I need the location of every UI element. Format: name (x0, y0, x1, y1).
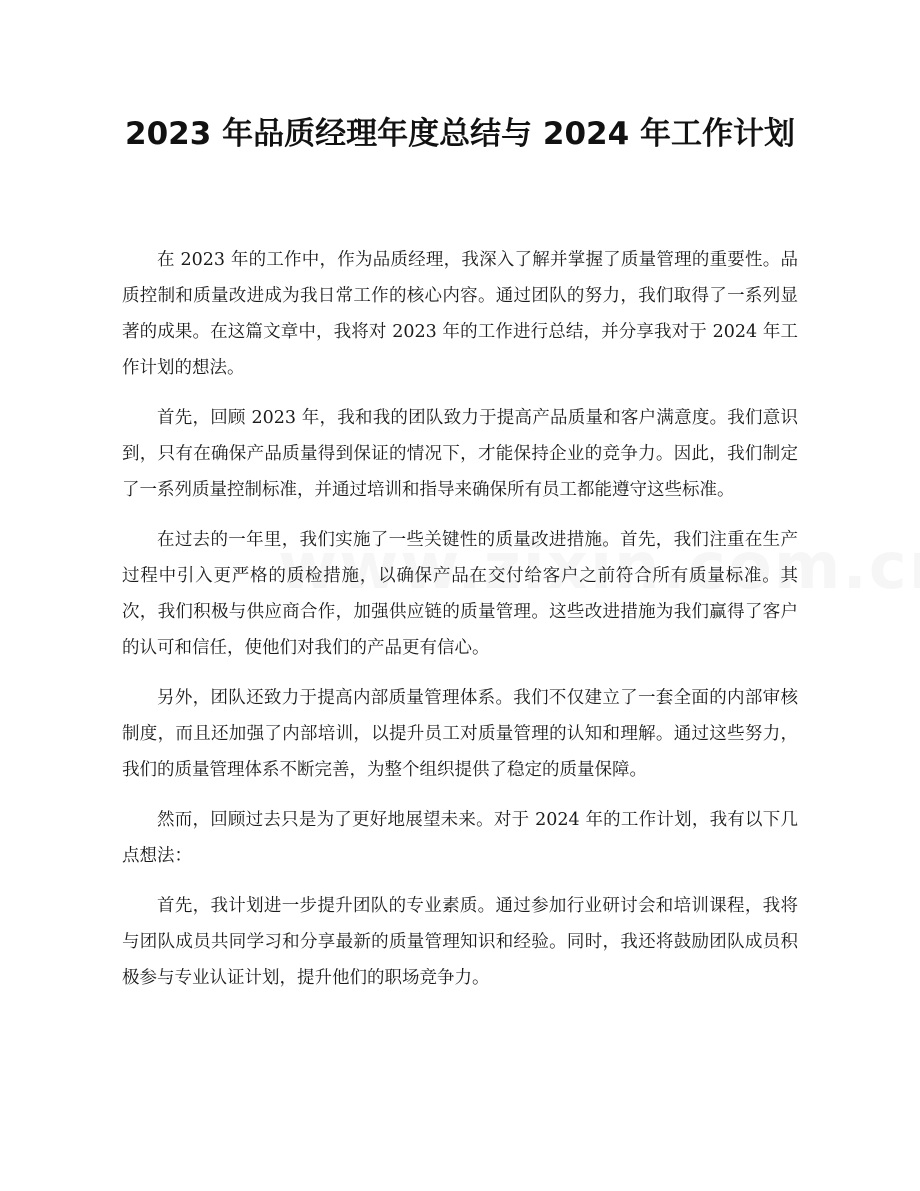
document-title: 2023 年品质经理年度总结与 2024 年工作计划 (125, 116, 795, 152)
paragraph-plan-first: 首先，我计划进一步提升团队的专业素质。通过参加行业研讨会和培训课程，我将与团队成员共同学习和分享最新的质量管理知识和经验。同时，我还将鼓励团队成员积极参与专业认证计划，提升他们的职场竞争力。 (122, 896, 798, 988)
paragraph-review: 首先，回顾 2023 年，我和我的团队致力于提高产品质量和客户满意度。我们意识到，只有在确保产品质量得到保证的情况下，才能保持企业的竞争力。因此，我们制定了一系列质量控制标准，并通过培训和指导来确保所有员工都能遵守这些标准。 (122, 408, 798, 500)
document-body (122, 242, 798, 1010)
paragraph-intro: 在 2023 年的工作中，作为品质经理，我深入了解并掌握了质量管理的重要性。品质控制和质量改进成为我日常工作的核心内容。通过团队的努力，我们取得了一系列显著的成果。在这篇文章中，我将对 2023 年的工作进行总结，并分享我对于 2024 年工作计划的想法。 (122, 250, 798, 378)
paragraph-internal-system: 另外，团队还致力于提高内部质量管理体系。我们不仅建立了一套全面的内部审核制度，而且还加强了内部培训，以提升员工对质量管理的认知和理解。通过这些努力，我们的质量管理体系不断完善，为整个组织提供了稳定的质量保障。 (122, 688, 798, 780)
paragraph-outlook: 然而，回顾过去只是为了更好地展望未来。对于 2024 年的工作计划，我有以下几点想法： (122, 810, 798, 866)
paragraph-improvements: 在过去的一年里，我们实施了一些关键性的质量改进措施。首先，我们注重在生产过程中引入更严格的质检措施，以确保产品在交付给客户之前符合所有质量标准。其次，我们积极与供应商合作，加强供应链的质量管理。这些改进措施为我们赢得了客户的认可和信任，使他们对我们的产品更有信心。 (122, 530, 798, 658)
